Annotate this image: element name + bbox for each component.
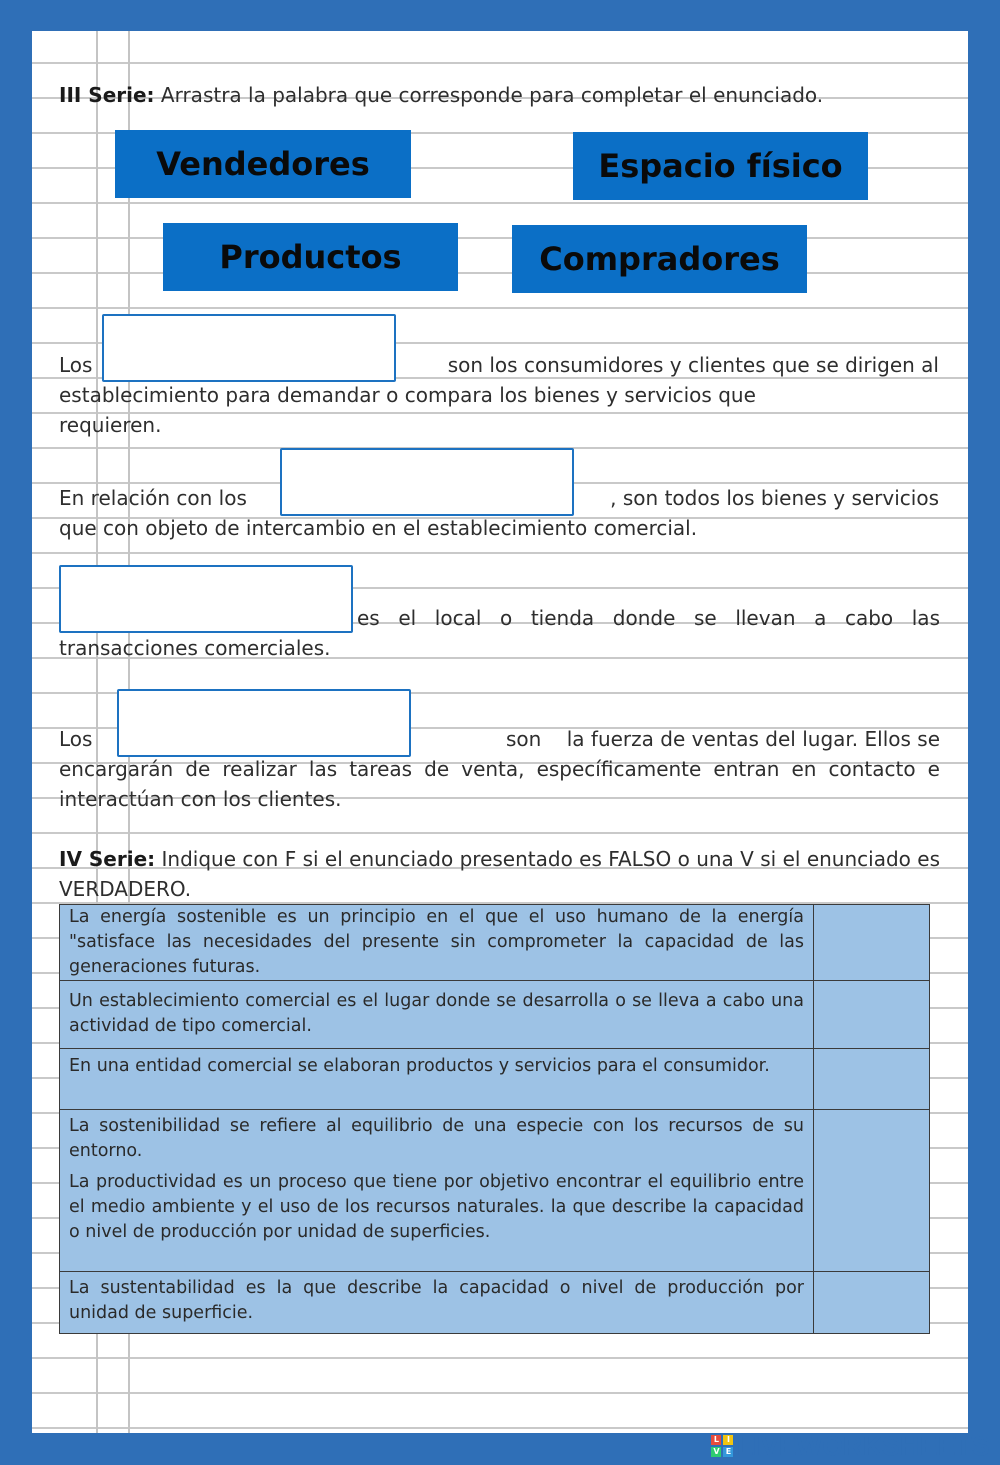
- word-compradores[interactable]: Compradores: [512, 225, 807, 293]
- statement-text: La productividad es un proceso que tiene por objetivo encontrar el equilibrio entre el medio ambiente y el uso de los recursos naturales. la que describe la capacidad o nivel de producción por unidad de superficies.: [69, 1172, 804, 1242]
- s2-suffix: , son todos los bienes y servicios: [610, 486, 939, 510]
- statement-cell: Un establecimiento comercial es el lugar donde se desarrolla o se lleva a cabo una actividad de tipo comercial.: [60, 981, 814, 1049]
- serie3-instruction: Arrastra la palabra que corresponde para completar el enunciado.: [160, 83, 824, 107]
- s1-prefix: Los: [59, 353, 93, 377]
- logo-text: LIVEWORKSHEETS: [736, 1430, 990, 1461]
- statement-text: La sostenibilidad se refiere al equilibrio de una especie con los recursos de su entorno.: [69, 1116, 804, 1161]
- word-vendedores[interactable]: Vendedores: [115, 130, 411, 198]
- table-row: [60, 981, 930, 1049]
- s4-continuation: encargarán de realizar las tareas de venta, específicamente entran en contacto e interactúan con los clientes.: [59, 757, 940, 811]
- s1-suffix: son los consumidores y clientes que se dirigen al: [447, 353, 939, 377]
- word-productos[interactable]: Productos: [163, 223, 458, 291]
- word-espacio-fisico[interactable]: Espacio físico: [573, 132, 868, 200]
- answer-input[interactable]: [814, 1272, 933, 1295]
- answer-input[interactable]: [814, 981, 933, 1004]
- drop-box-4[interactable]: [117, 689, 411, 757]
- statement-cell: La sustentabilidad es la que describe la capacidad o nivel de producción por unidad de superficie.: [60, 1272, 814, 1334]
- statement-cell: La energía sostenible es un principio en el que el uso humano de la energía "satisface las necesidades del presente sin comprometer la capacidad de las generaciones futuras.: [60, 905, 814, 981]
- drop-box-3[interactable]: [59, 565, 353, 633]
- answer-cell[interactable]: [814, 981, 930, 1049]
- answer-cell[interactable]: [814, 905, 930, 981]
- table-row: [60, 1110, 930, 1272]
- table-row: [60, 1272, 930, 1334]
- table-row: [60, 1049, 930, 1110]
- drop-box-1[interactable]: [102, 314, 396, 382]
- answer-input[interactable]: [814, 905, 933, 928]
- answer-cell[interactable]: [814, 1272, 930, 1334]
- answer-input[interactable]: [814, 1110, 933, 1133]
- liveworksheets-logo: [711, 1431, 990, 1461]
- worksheet-page: [32, 31, 968, 1433]
- serie4-heading: IV Serie:: [59, 847, 156, 871]
- serie4-header: [59, 844, 940, 904]
- table-row: [60, 905, 930, 981]
- answer-input[interactable]: [814, 1049, 933, 1072]
- s4-suffix: son la fuerza de ventas del lugar. Ellos se: [505, 727, 940, 751]
- serie3-header: [59, 80, 939, 110]
- s3-continuation: transacciones comerciales.: [59, 636, 331, 660]
- answer-cell[interactable]: [814, 1110, 930, 1272]
- serie3-heading: III Serie:: [59, 83, 155, 107]
- s4-prefix: Los: [59, 727, 93, 751]
- serie4-instruction: Indique con F si el enunciado presentado es FALSO o una V si el enunciado es VERDADERO.: [59, 847, 940, 901]
- statement-cell: [60, 1110, 814, 1272]
- s2-continuation: que con objeto de intercambio en el establecimiento comercial.: [59, 516, 698, 540]
- s1-continuation: establecimiento para demandar o compara los bienes y servicios que requieren.: [59, 383, 756, 437]
- statement-cell: En una entidad comercial se elaboran productos y servicios para el consumidor.: [60, 1049, 814, 1110]
- drop-box-2[interactable]: [280, 448, 574, 516]
- answer-cell[interactable]: [814, 1049, 930, 1110]
- s3-suffix: es el local o tienda donde se llevan a cabo las: [357, 606, 940, 630]
- s2-prefix: En relación con los: [59, 486, 247, 510]
- true-false-table: [59, 904, 930, 1334]
- logo-icon: L I V E: [711, 1435, 733, 1457]
